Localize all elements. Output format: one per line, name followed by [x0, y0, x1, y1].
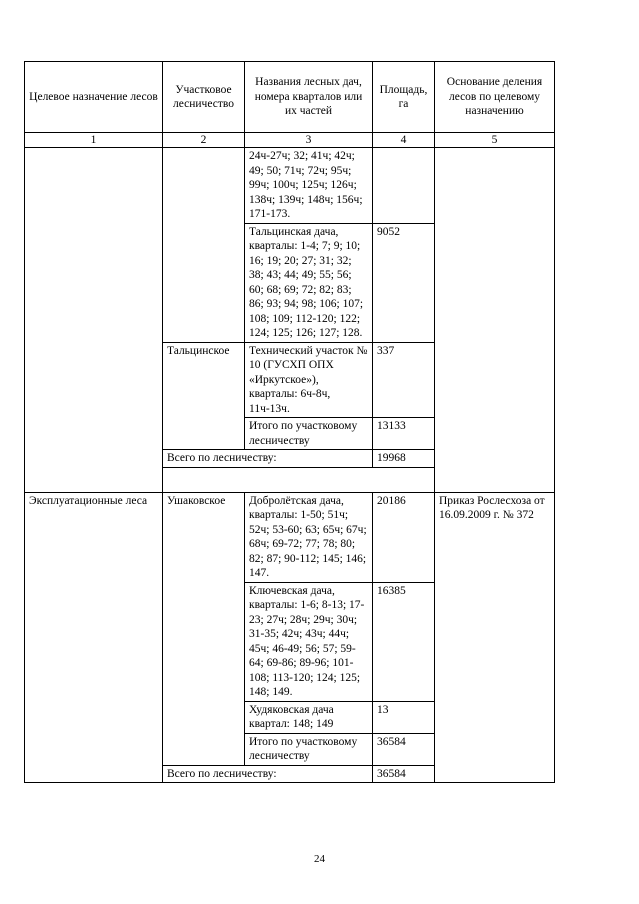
purpose-cell: Эксплуатационные леса: [25, 492, 163, 783]
area-cell: 16385: [373, 582, 435, 701]
area-cell: 20186: [373, 492, 435, 582]
names-cell: Худяковская дача квартал: 148; 149: [245, 701, 373, 733]
names-cell: Ключевская дача, кварталы: 1-6; 8-13; 17-23; 27ч; 28ч; 29ч; 30ч; 31-35; 42ч; 43ч; 44ч; 45ч; 46-49; 56; 57; 59-64; 69-86; 89-96; 101-108; 113-120; 124; 125; 148; 149.: [245, 582, 373, 701]
spacer: [163, 467, 435, 492]
total-label: Всего по лесничеству:: [163, 765, 373, 783]
names-cell: Тальцинская дача, кварталы: 1-4; 7; 9; 10; 16; 19; 20; 27; 31; 32; 38; 43; 44; 49; 55; 56; 60; 68; 69; 72; 82; 83; 86; 93; 94; 98; 106; 107; 108; 109; 112-120; 122; 124; 125; 126; 127; 128.: [245, 223, 373, 342]
basis-cell: [435, 148, 555, 493]
subtotal-area: 36584: [373, 733, 435, 765]
total-label: Всего по лесничеству:: [163, 450, 373, 468]
subtotal-label: Итого по участковому лесничеству: [245, 418, 373, 450]
header-district: Участковое лесничество: [163, 62, 245, 133]
header-basis: Основание деления лесов по целевому назначению: [435, 62, 555, 133]
total-area: 36584: [373, 765, 435, 783]
district-cell: [163, 148, 245, 343]
column-number-row: [25, 133, 555, 148]
area-cell: [373, 148, 435, 224]
column-number: 5: [435, 133, 555, 148]
column-number: 4: [373, 133, 435, 148]
district-cell: Ушаковское: [163, 492, 245, 765]
header-area: Площадь, га: [373, 62, 435, 133]
area-cell: 13: [373, 701, 435, 733]
column-number: 1: [25, 133, 163, 148]
column-number: 3: [245, 133, 373, 148]
header-row: [25, 62, 555, 133]
header-names: Названия лесных дач, номера кварталов или их частей: [245, 62, 373, 133]
forest-purpose-table: [24, 61, 555, 783]
table-row: [25, 492, 555, 582]
total-area: 19968: [373, 450, 435, 468]
area-cell: 9052: [373, 223, 435, 342]
subtotal-area: 13133: [373, 418, 435, 450]
subtotal-label: Итого по участковому лесничеству: [245, 733, 373, 765]
table-row: [25, 148, 555, 224]
district-cell: Тальцинское: [163, 342, 245, 450]
names-cell: Технический участок № 10 (ГУСХП ОПХ «Иркутское»), кварталы: 6ч-8ч, 11ч-13ч.: [245, 342, 373, 418]
area-cell: 337: [373, 342, 435, 418]
column-number: 2: [163, 133, 245, 148]
names-cell: 24ч-27ч; 32; 41ч; 42ч; 49; 50; 71ч; 72ч; 95ч; 99ч; 100ч; 125ч; 126ч; 138ч; 139ч; 148ч; 156ч; 171-173.: [245, 148, 373, 224]
header-purpose: Целевое назначение лесов: [25, 62, 163, 133]
purpose-cell: [25, 148, 163, 493]
names-cell: Добролётская дача, кварталы: 1-50; 51ч; 52ч; 53-60; 63; 65ч; 67ч; 68ч; 69-72; 77; 78; 80; 82; 87; 90-112; 145; 146; 147.: [245, 492, 373, 582]
page-number: 24: [314, 853, 325, 865]
basis-cell: Приказ Рослесхоза от 16.09.2009 г. № 372: [435, 492, 555, 783]
